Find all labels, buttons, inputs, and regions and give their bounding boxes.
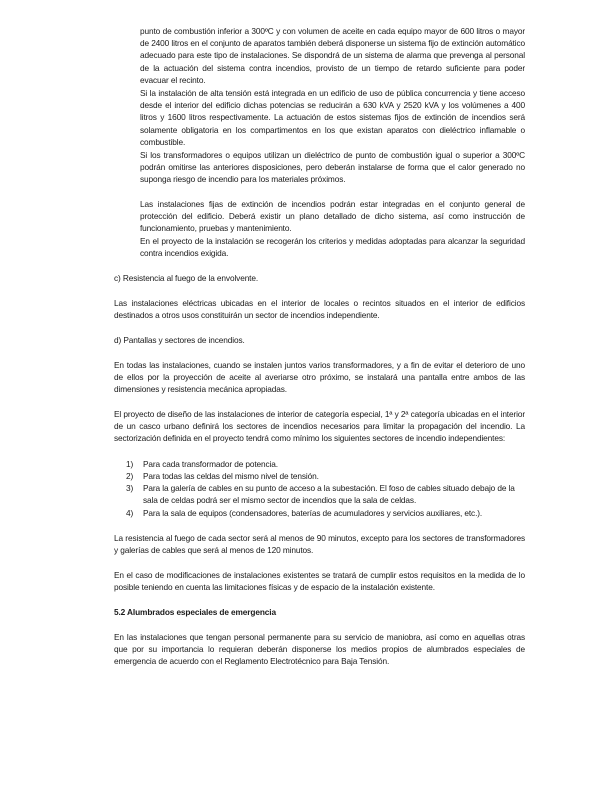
paragraph-transformer-screens: En todas las instalaciones, cuando se instalen juntos varios transformadores, y a fin de evitar el deterioro de uno de ellos por la proyección de aceite al averiarse otro próximo, se instalará una pantalla entre ambos de las dimensiones y resistencia mecánica apropiadas. bbox=[114, 360, 525, 395]
paragraph-emergency-lighting: En las instalaciones que tengan personal permanente para su servicio de maniobra, así como en aquellas otras que por su importancia lo requieran deberán disponerse los medios propios de alumbrados especiales de emergencia de acuerdo con el Reglamento Electrotécnico para Baja Tensión. bbox=[114, 632, 525, 667]
list-item-text: Para la galería de cables en su punto de acceso a la subestación. El foso de cables situado debajo de la sala de celdas podrá ser el mismo sector de incendios que la sala de celdas. bbox=[143, 483, 515, 506]
paragraph-integrated-extinction: Las instalaciones fijas de extinción de incendios podrán estar integradas en el conjunto general de protección del edificio. Deberá existir un plano detallado de dicho sistema, así como instrucción de funcionamiento, pruebas y mantenimiento. bbox=[140, 199, 525, 234]
paragraph-existing-modifications: En el caso de modificaciones de instalaciones existentes se tratará de cumplir estos requisitos en la medida de lo posible teniendo en cuenta las limitaciones físicas y de espacio de la instalación existente. bbox=[114, 570, 525, 593]
heading-fire-resistance-envelope: c) Resistencia al fuego de la envolvente. bbox=[114, 273, 259, 283]
section-title-emergency-lighting: 5.2 Alumbrados especiales de emergencia bbox=[114, 607, 276, 617]
paragraph-dielectric-exemption: Si los transformadores o equipos utilizan un dieléctrico de punto de combustión igual o superior a 300ºC podrán omitirse las anteriores disposiciones, pero deberán instalarse de forma que el calor generado no suponga riesgo de incendio para los materiales próximos. bbox=[140, 150, 525, 185]
list-item-number: 3) bbox=[126, 483, 134, 493]
paragraph-public-concurrence-building: Si la instalación de alta tensión está integrada en un edificio de uso de pública concurrencia y tiene acceso desde el interior del edificio dichas potencias se reducirán a 630 kVA y 2520 kVA y los volúmenes a 400 litros y 1600 litros respectivamente. La actuación de estos sistemas fijos de extinción de incendios será solamente obligatoria en los compartimentos en los que existan aparatos con dieléctrico inflamable o combustible. bbox=[140, 88, 525, 147]
paragraph-fire-resistance-minutes: La resistencia al fuego de cada sector será al menos de 90 minutos, excepto para los sectores de transformadores y galerías de cables que será al menos de 120 minutos. bbox=[114, 533, 525, 556]
list-item-text: Para la sala de equipos (condensadores, baterías de acumuladores y servicios auxiliares, etc.). bbox=[143, 508, 483, 518]
paragraph-project-criteria: En el proyecto de la instalación se recogerán los criterios y medidas adoptadas para alcanzar la seguridad contra incendios exigida. bbox=[140, 236, 525, 259]
list-item-text: Para cada transformador de potencia. bbox=[143, 459, 278, 469]
paragraph-fire-extinction-system: punto de combustión inferior a 300ºC y con volumen de aceite en cada equipo mayor de 600 litros o mayor de 2400 litros en el conjunto de aparatos también deberá disponerse un sistema fijo de extinción automático adecuado para este tipo de instalaciones. Se dispondrá de un sistema de alarma que prevenga al personal de la actuación del sistema contra incendios, provisto de un tiempo de retardo suficiente para poder evacuar el recinto. bbox=[140, 26, 525, 85]
list-item-number: 2) bbox=[126, 471, 134, 481]
list-item-text: Para todas las celdas del mismo nivel de tensión. bbox=[143, 471, 319, 481]
list-item-number: 1) bbox=[126, 459, 134, 469]
paragraph-sector-definition: El proyecto de diseño de las instalaciones de interior de categoría especial, 1ª y 2ª categoría ubicadas en el interior de un casco urbano definirá los sectores de incendios necesarios para limitar la propagación del incendio. La sectorización definida en el proyecto tendrá como mínimo los siguientes sectores de incendio independientes: bbox=[114, 409, 525, 444]
heading-screens-fire-sectors: d) Pantallas y sectores de incendios. bbox=[114, 335, 245, 345]
paragraph-independent-sector: Las instalaciones eléctricas ubicadas en el interior de locales o recintos situados en el interior de edificios destinados a otros usos constituirán un sector de incendios independiente. bbox=[114, 298, 525, 321]
list-item-number: 4) bbox=[126, 508, 134, 518]
